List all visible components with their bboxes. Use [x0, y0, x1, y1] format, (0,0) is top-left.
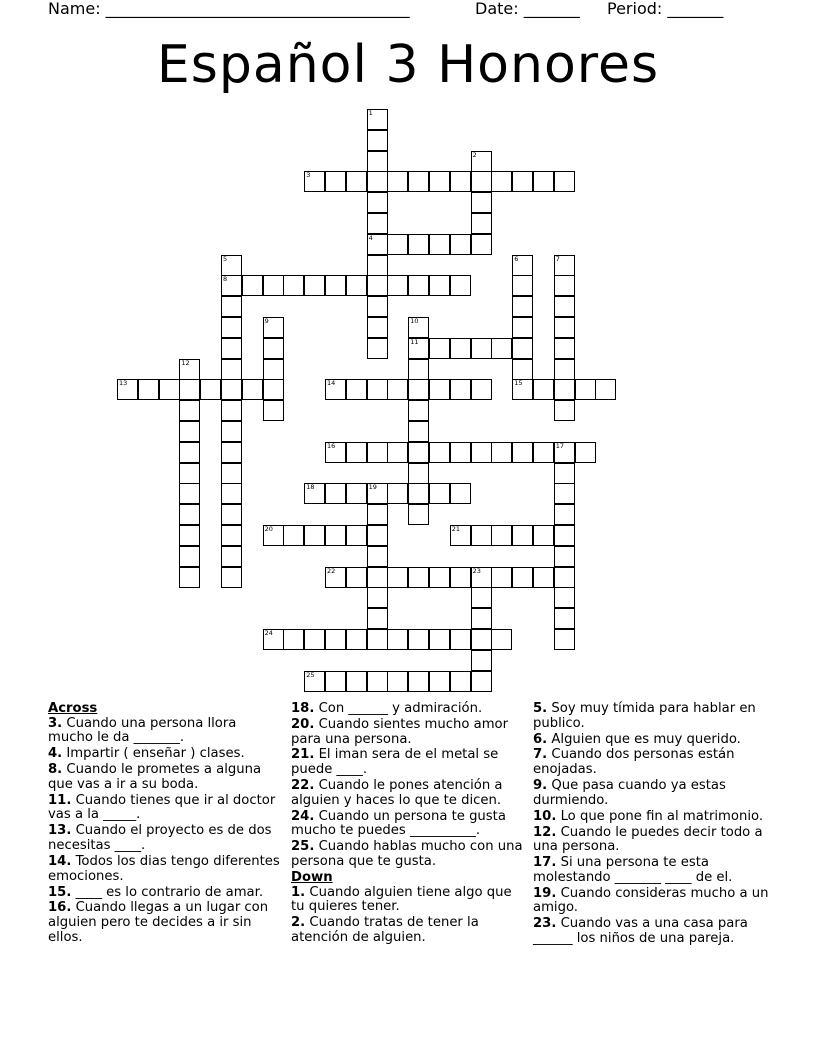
grid-cell[interactable] [367, 338, 388, 359]
clue-number-label: 1 [368, 109, 373, 117]
grid-cell[interactable] [408, 463, 429, 484]
grid-cell[interactable] [367, 671, 388, 692]
down-clue [533, 856, 769, 885]
clues-column-2 [291, 702, 527, 947]
clue-number: 16. [48, 900, 72, 916]
down-clue [533, 917, 769, 946]
grid-cell[interactable] [367, 130, 388, 151]
grid-cell[interactable] [450, 671, 471, 692]
clue-text: Cuando una persona llora mucho le da _______. [48, 715, 237, 746]
clue-number-label: 25 [306, 670, 315, 679]
grid-cell[interactable] [387, 567, 408, 588]
grid-cell[interactable] [554, 338, 575, 359]
grid-cell[interactable] [367, 255, 388, 276]
grid-cell[interactable] [512, 317, 533, 338]
clue-number: 22. [291, 778, 315, 794]
grid-cell[interactable] [512, 442, 533, 463]
grid-cell[interactable] [471, 671, 492, 692]
clue-number-label: 19 [368, 483, 377, 492]
grid-cell[interactable] [408, 359, 429, 380]
clue-text: Cuando vas a una casa para ______ los niños de una pareja. [533, 916, 748, 947]
grid-cell[interactable] [367, 567, 388, 588]
grid-cell[interactable] [554, 359, 575, 380]
grid-cell[interactable] [512, 275, 533, 296]
date-field[interactable]: Date: _______ [475, 0, 580, 18]
grid-cell[interactable] [179, 379, 200, 400]
grid-cell[interactable] [367, 151, 388, 172]
grid-cell[interactable] [221, 504, 242, 525]
grid-cell[interactable] [408, 442, 429, 463]
clue-number: 2. [291, 915, 306, 931]
grid-cell[interactable] [408, 400, 429, 421]
clue-text: Que pasa cuando ya estas durmiendo. [533, 778, 726, 808]
grid-cell[interactable] [471, 171, 492, 192]
clue-number: 24. [291, 808, 315, 824]
grid-cell[interactable] [346, 671, 367, 692]
grid-cell[interactable] [512, 359, 533, 380]
clue-number: 21. [291, 747, 315, 763]
clue-text: Cuando alguien tiene algo que tu quieres tener. [291, 884, 512, 915]
grid-cell[interactable] [450, 567, 471, 588]
grid-cell[interactable] [221, 359, 242, 380]
grid-cell[interactable] [450, 171, 471, 192]
clue-number: 23. [533, 916, 557, 932]
across-clue [291, 718, 527, 747]
clue-number-label: 3 [306, 171, 311, 180]
down-clue [291, 886, 527, 915]
grid-cell[interactable] [242, 379, 263, 400]
grid-cell[interactable] [221, 338, 242, 359]
grid-cell[interactable] [512, 567, 533, 588]
grid-cell[interactable] [387, 275, 408, 296]
grid-cell[interactable] [554, 629, 575, 650]
clue-number: 15. [48, 884, 72, 900]
grid-cell[interactable] [179, 442, 200, 463]
clue-number: 17. [533, 855, 557, 871]
grid-cell[interactable] [471, 629, 492, 650]
across-clue [48, 886, 284, 901]
clue-number: 9. [533, 778, 548, 794]
clue-number-label: 23 [472, 566, 481, 575]
grid-cell[interactable] [491, 171, 512, 192]
grid-cell[interactable] [408, 671, 429, 692]
clue-text: Impartir ( enseñar ) clases. [62, 746, 245, 762]
grid-cell[interactable] [491, 525, 512, 546]
grid-cell[interactable] [471, 587, 492, 608]
grid-cell[interactable] [221, 442, 242, 463]
clue-number-label: 22 [327, 566, 336, 575]
clue-text: Con ______ y admiración. [314, 701, 483, 716]
grid-cell[interactable] [554, 463, 575, 484]
across-clue [48, 824, 284, 853]
down-clue [533, 887, 769, 916]
grid-cell[interactable] [471, 608, 492, 629]
grid-cell[interactable] [429, 338, 450, 359]
grid-cell[interactable] [263, 338, 284, 359]
clue-number-label: 14 [327, 379, 336, 388]
across-clue [48, 855, 284, 884]
grid-cell[interactable] [429, 275, 450, 296]
grid-cell[interactable] [450, 275, 471, 296]
grid-cell[interactable] [471, 379, 492, 400]
clue-number: 3. [48, 715, 63, 731]
clue-number: 14. [48, 853, 72, 869]
grid-cell[interactable] [408, 171, 429, 192]
grid-cell[interactable] [512, 338, 533, 359]
grid-cell[interactable] [367, 608, 388, 629]
grid-cell[interactable] [471, 338, 492, 359]
grid-cell[interactable] [533, 171, 554, 192]
grid-cell[interactable] [221, 421, 242, 442]
clue-number-label: 9 [264, 317, 269, 325]
grid-cell[interactable] [325, 671, 346, 692]
clue-text: Cuando un persona te gusta mucho te puedes __________. [291, 808, 506, 839]
clue-number: 25. [291, 839, 315, 855]
grid-cell[interactable] [325, 171, 346, 192]
grid-cell[interactable] [179, 525, 200, 546]
grid-cell[interactable] [367, 379, 388, 400]
grid-cell[interactable] [471, 234, 492, 255]
across-clue [48, 717, 284, 746]
down-clue [533, 748, 769, 777]
across-clue [291, 748, 527, 777]
grid-cell[interactable] [367, 317, 388, 338]
grid-cell[interactable] [325, 275, 346, 296]
grid-cell[interactable] [346, 379, 367, 400]
grid-cell[interactable] [450, 379, 471, 400]
grid-cell[interactable] [221, 525, 242, 546]
grid-cell[interactable] [554, 171, 575, 192]
clue-number: 11. [48, 792, 72, 808]
grid-cell[interactable] [554, 317, 575, 338]
clue-text: ____ es lo contrario de amar. [71, 884, 264, 900]
clue-text: Cuando el proyecto es de dos necesitas ____. [48, 823, 272, 854]
clue-text: Cuando le pones atención a alguien y haces lo que te dicen. [291, 778, 503, 808]
clue-number-label: 17 [555, 441, 565, 450]
grid-cell[interactable] [367, 504, 388, 525]
grid-cell[interactable] [367, 296, 388, 317]
grid-cell[interactable] [471, 650, 492, 671]
page-title: Español 3 Honores [156, 35, 660, 95]
grid-cell[interactable] [138, 379, 159, 400]
grid-cell[interactable] [554, 546, 575, 567]
grid-cell[interactable] [304, 629, 325, 650]
grid-cell[interactable] [367, 587, 388, 608]
grid-cell[interactable] [346, 275, 367, 296]
grid-cell[interactable] [554, 379, 575, 400]
grid-cell[interactable] [221, 379, 242, 400]
clue-text: Cuando hablas mucho con una persona que te gusta. [291, 839, 523, 869]
grid-cell[interactable] [575, 442, 596, 463]
clue-text: Cuando dos personas están enojadas. [533, 747, 735, 778]
grid-cell[interactable] [554, 483, 575, 504]
grid-cell[interactable] [221, 400, 242, 421]
grid-cell[interactable] [554, 400, 575, 421]
grid-cell[interactable] [554, 525, 575, 546]
grid-cell[interactable] [200, 379, 221, 400]
clue-text: Cuando le prometes a alguna que vas a ir a su boda. [48, 762, 262, 792]
grid-cell[interactable] [325, 525, 346, 546]
grid-cell[interactable] [408, 629, 429, 650]
grid-cell[interactable] [387, 171, 408, 192]
grid-cell[interactable] [221, 546, 242, 567]
grid-cell[interactable] [554, 608, 575, 629]
clue-number: 8. [48, 762, 63, 778]
grid-cell[interactable] [179, 504, 200, 525]
grid-cell[interactable] [387, 629, 408, 650]
grid-cell[interactable] [367, 192, 388, 213]
across-clue [48, 763, 284, 792]
down-heading: Down [291, 869, 333, 885]
grid-cell[interactable] [554, 275, 575, 296]
grid-cell[interactable] [450, 629, 471, 650]
grid-cell[interactable] [263, 275, 284, 296]
clue-number-label: 5 [223, 254, 228, 263]
grid-cell[interactable] [533, 567, 554, 588]
grid-cell[interactable] [346, 629, 367, 650]
clue-number: 19. [533, 885, 557, 901]
grid-cell[interactable] [471, 213, 492, 234]
grid-cell[interactable] [408, 275, 429, 296]
clue-text: Cuando tratas de tener la atención de alguien. [291, 915, 479, 945]
name-field[interactable]: Name: ______________________________________ [48, 0, 410, 18]
across-clue [291, 779, 527, 808]
grid-cell[interactable] [221, 463, 242, 484]
grid-cell[interactable] [554, 296, 575, 317]
grid-cell[interactable] [367, 442, 388, 463]
clue-text: Cuando consideras mucho a un amigo. [533, 885, 769, 916]
grid-cell[interactable] [408, 504, 429, 525]
grid-cell[interactable] [387, 442, 408, 463]
grid-cell[interactable] [595, 379, 616, 400]
clue-number-label: 24 [264, 629, 273, 637]
clue-number-label: 6 [514, 254, 519, 263]
grid-cell[interactable] [304, 525, 325, 546]
grid-cell[interactable] [533, 379, 554, 400]
clue-text: Soy muy tímida para hablar en publico. [533, 701, 756, 731]
grid-cell[interactable] [325, 629, 346, 650]
clue-number-label: 21 [451, 525, 461, 533]
grid-cell[interactable] [429, 442, 450, 463]
clue-number: 4. [48, 746, 63, 762]
down-clue [533, 733, 769, 748]
clue-number-label: 4 [368, 233, 373, 242]
grid-cell[interactable] [450, 234, 471, 255]
across-clue [291, 810, 527, 839]
clue-text: Cuando tienes que ir al doctor vas a la _____. [48, 792, 276, 823]
across-clue [48, 747, 284, 762]
grid-cell[interactable] [221, 317, 242, 338]
clue-text: Todos los dias tengo diferentes emociones. [48, 853, 280, 884]
grid-cell[interactable] [367, 213, 388, 234]
grid-cell[interactable] [387, 379, 408, 400]
grid-cell[interactable] [346, 567, 367, 588]
grid-cell[interactable] [304, 275, 325, 296]
clues-column-3 [533, 702, 769, 948]
grid-cell[interactable] [408, 379, 429, 400]
grid-cell[interactable] [346, 483, 367, 504]
clue-text: Si una persona te esta molestando _______ ____ de el. [533, 855, 733, 885]
grid-cell[interactable] [387, 234, 408, 255]
clue-number-label: 8 [223, 275, 228, 284]
clue-text: Lo que pone fin al matrimonio. [556, 808, 764, 824]
clue-text: Alguien que es muy querido. [547, 731, 741, 747]
clue-number: 20. [291, 716, 315, 732]
down-clue [533, 702, 769, 731]
grid-cell[interactable] [429, 234, 450, 255]
across-clue [291, 702, 527, 717]
grid-cell[interactable] [179, 421, 200, 442]
grid-cell[interactable] [263, 379, 284, 400]
grid-cell[interactable] [367, 171, 388, 192]
clue-text: Cuando llegas a un lugar con alguien pero te decides a ir sin ellos. [48, 900, 269, 945]
grid-cell[interactable] [512, 296, 533, 317]
clue-number: 1. [291, 884, 306, 900]
grid-cell[interactable] [367, 525, 388, 546]
clue-number: 10. [533, 808, 557, 824]
grid-cell[interactable] [221, 296, 242, 317]
grid-cell[interactable] [367, 275, 388, 296]
grid-cell[interactable] [159, 379, 180, 400]
grid-cell[interactable] [429, 629, 450, 650]
grid-cell[interactable] [367, 546, 388, 567]
grid-cell[interactable] [242, 275, 263, 296]
clue-number-label: 15 [514, 379, 523, 388]
grid-cell[interactable] [491, 629, 512, 650]
clue-number: 13. [48, 823, 72, 839]
grid-cell[interactable] [283, 525, 304, 546]
grid-cell[interactable] [408, 567, 429, 588]
grid-cell[interactable] [179, 400, 200, 421]
grid-cell[interactable] [429, 671, 450, 692]
clue-number: 18. [291, 701, 315, 716]
down-clue [291, 916, 527, 945]
grid-cell[interactable] [429, 379, 450, 400]
clue-text: Cuando sientes mucho amor para una persona. [291, 716, 509, 747]
clue-number-label: 11 [410, 337, 419, 346]
clue-number: 12. [533, 824, 557, 840]
across-clue [291, 840, 527, 869]
grid-cell[interactable] [263, 359, 284, 380]
clue-number-label: 10 [410, 317, 419, 325]
across-clue [48, 901, 284, 945]
grid-cell[interactable] [179, 463, 200, 484]
grid-cell[interactable] [346, 171, 367, 192]
grid-cell[interactable] [512, 525, 533, 546]
grid-cell[interactable] [429, 483, 450, 504]
grid-cell[interactable] [471, 525, 492, 546]
clue-number: 7. [533, 747, 548, 763]
grid-cell[interactable] [491, 338, 512, 359]
clues-column-1 [48, 702, 284, 947]
grid-cell[interactable] [491, 442, 512, 463]
grid-cell[interactable] [387, 483, 408, 504]
clue-number: 5. [533, 701, 548, 716]
grid-cell[interactable] [512, 171, 533, 192]
clue-number-label: 20 [264, 525, 273, 533]
across-heading: Across [48, 701, 98, 716]
grid-cell[interactable] [491, 567, 512, 588]
grid-cell[interactable] [346, 442, 367, 463]
grid-cell[interactable] [179, 483, 200, 504]
grid-cell[interactable] [554, 587, 575, 608]
grid-cell[interactable] [367, 629, 388, 650]
grid-cell[interactable] [263, 400, 284, 421]
grid-cell[interactable] [408, 483, 429, 504]
period-field[interactable]: Period: _______ [607, 0, 724, 18]
grid-cell[interactable] [325, 483, 346, 504]
clue-number: 6. [533, 731, 548, 747]
grid-cell[interactable] [471, 442, 492, 463]
grid-cell[interactable] [554, 504, 575, 525]
clue-number-label: 12 [181, 358, 190, 367]
grid-cell[interactable] [450, 483, 471, 504]
clue-number-label: 13 [119, 379, 128, 388]
grid-cell[interactable] [346, 525, 367, 546]
down-clue [533, 779, 769, 808]
grid-cell[interactable] [179, 546, 200, 567]
grid-cell[interactable] [450, 338, 471, 359]
across-clue [48, 794, 284, 823]
grid-cell[interactable] [408, 234, 429, 255]
grid-cell[interactable] [179, 567, 200, 588]
grid-cell[interactable] [554, 567, 575, 588]
grid-cell[interactable] [283, 275, 304, 296]
down-clue [533, 810, 769, 825]
clue-number-label: 2 [472, 150, 477, 159]
grid-cell[interactable] [429, 567, 450, 588]
grid-cell[interactable] [429, 171, 450, 192]
grid-cell[interactable] [221, 567, 242, 588]
grid-cell[interactable] [575, 379, 596, 400]
grid-cell[interactable] [387, 671, 408, 692]
clue-text: Cuando le puedes decir todo a una persona. [533, 824, 763, 855]
clue-number-label: 16 [327, 441, 336, 450]
grid-cell[interactable] [533, 525, 554, 546]
grid-cell[interactable] [408, 421, 429, 442]
clue-number-label: 18 [306, 483, 315, 492]
down-clue [533, 826, 769, 855]
grid-cell[interactable] [283, 629, 304, 650]
grid-cell[interactable] [533, 442, 554, 463]
grid-cell[interactable] [221, 483, 242, 504]
clue-number-label: 7 [555, 254, 560, 263]
grid-cell[interactable] [450, 442, 471, 463]
grid-cell[interactable] [471, 192, 492, 213]
clue-text: El iman sera de el metal se puede ____. [291, 747, 499, 778]
